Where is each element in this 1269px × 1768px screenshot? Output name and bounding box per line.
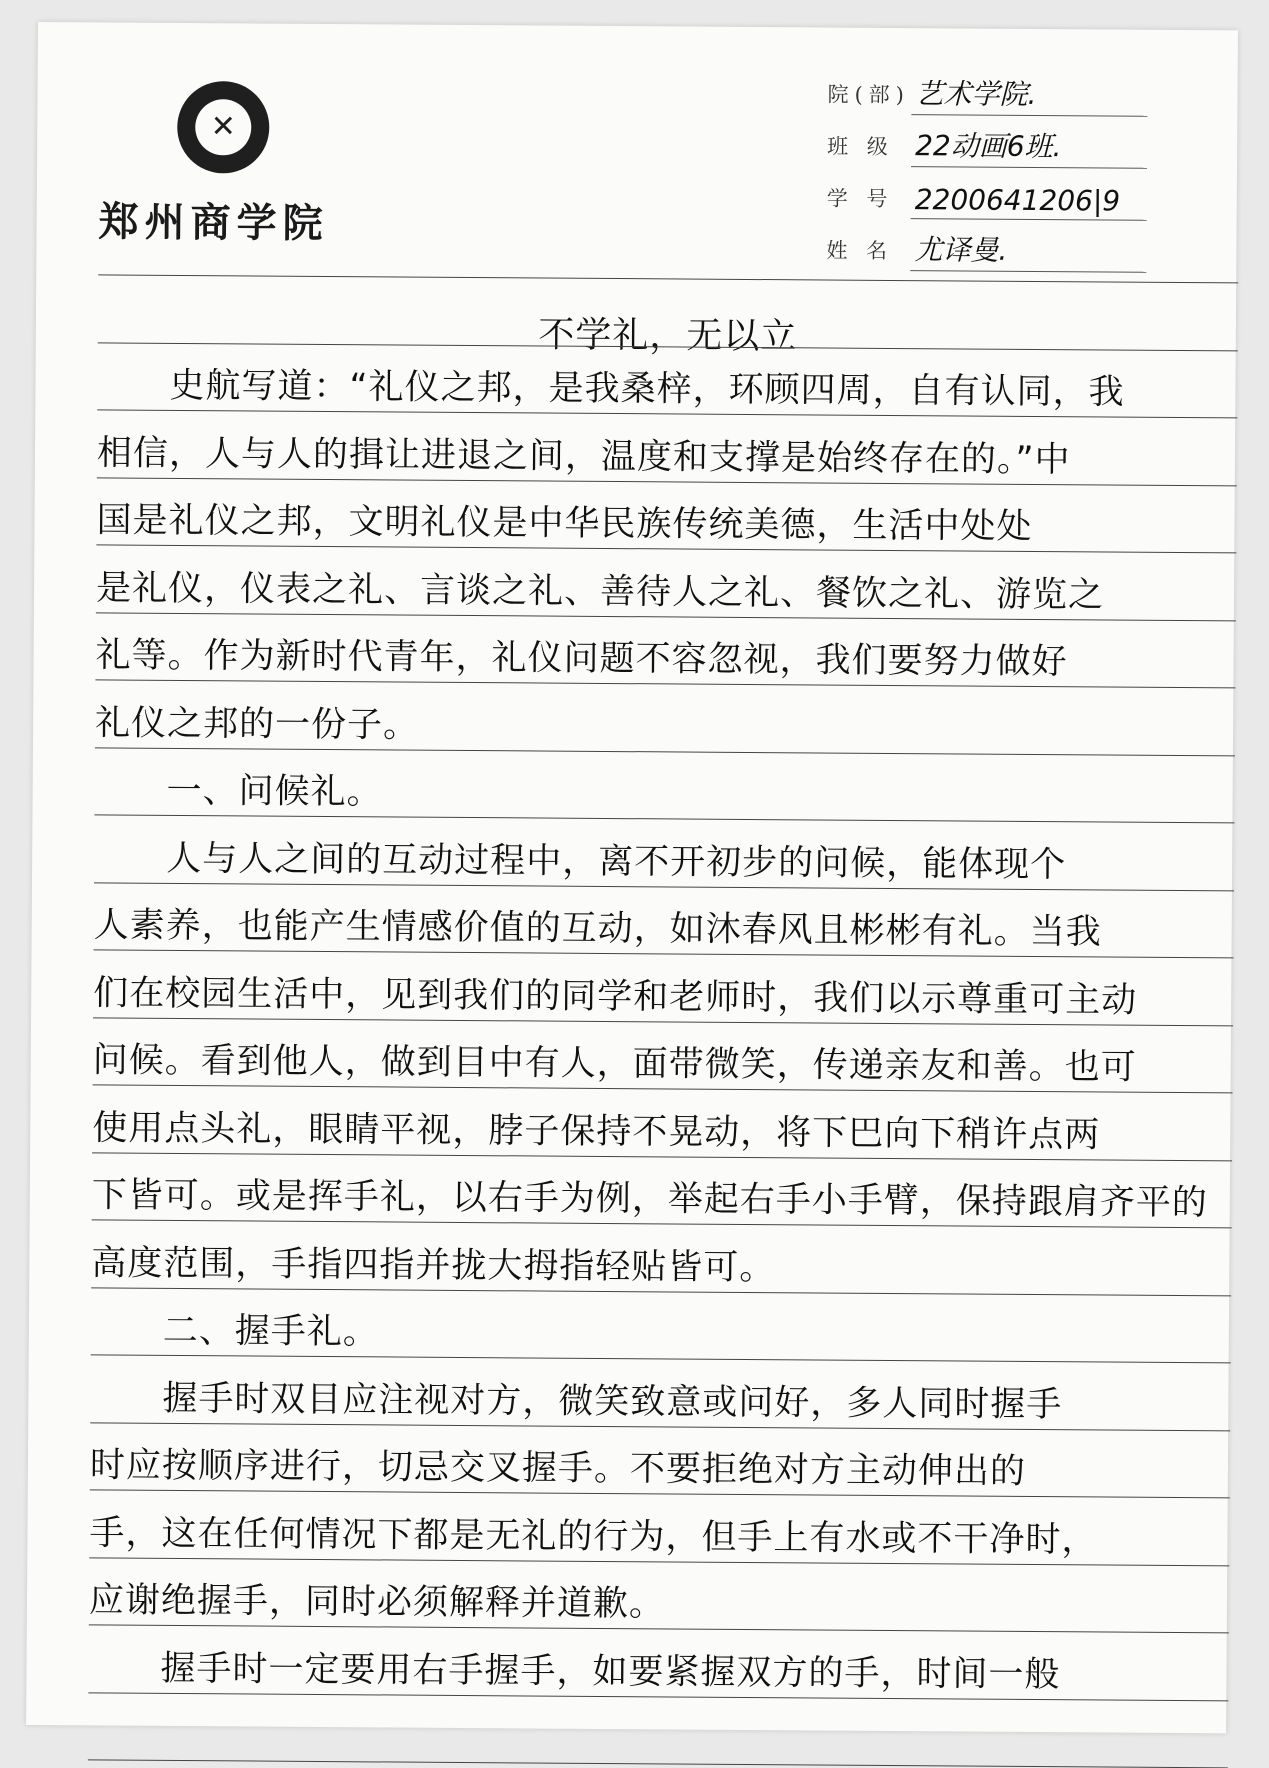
info-value: 尤译曼. bbox=[910, 228, 1146, 273]
info-value: 22动画6班. bbox=[911, 124, 1147, 169]
essay-line: 相信，人与人的揖让进退之间，温度和支撑是始终存在的。”中 bbox=[96, 432, 1071, 480]
info-label: 学 号 bbox=[826, 186, 894, 211]
essay-line: 应谢绝握手，同时必须解释并道歉。 bbox=[88, 1580, 666, 1625]
essay-line: 们在校园生活中，见到我们的同学和老师时，我们以示尊重可主动 bbox=[93, 972, 1138, 1021]
school-name: 郑州商学院 bbox=[98, 198, 329, 248]
essay-line: 握手时双目应注视对方，微笑致意或问好，多人同时握手 bbox=[90, 1377, 1063, 1425]
essay-line: 时应按顺序进行，切忌交叉握手。不要拒绝对方主动伸出的 bbox=[89, 1445, 1027, 1492]
essay-line: 问候。看到他人，做到目中有人，面带微笑，传递亲友和善。也可 bbox=[92, 1040, 1137, 1088]
info-row-student-id bbox=[827, 167, 1147, 221]
info-row-class bbox=[827, 115, 1147, 169]
info-label: 姓 名 bbox=[826, 238, 894, 263]
info-row-department bbox=[827, 63, 1147, 117]
essay-line: 是礼仪，仪表之礼、言谈之礼、善待人之礼、餐饮之礼、游览之 bbox=[95, 567, 1105, 615]
essay-line: 国是礼仪之邦，文明礼仪是中华民族传统美德，生活中处处 bbox=[96, 500, 1033, 547]
essay-line: 礼等。作为新时代青年，礼仪问题不容忽视，我们要努力做好 bbox=[95, 635, 1068, 683]
paper-sheet bbox=[26, 22, 1238, 1733]
essay-line: 握手时一定要用右手握手，如要紧握双方的手，时间一般 bbox=[88, 1647, 1061, 1695]
essay-line: 高度范围，手指四指并拢大拇指轻贴皆可。 bbox=[91, 1242, 776, 1288]
essay-line: 人素养，也能产生情感价值的互动，如沐春风且彬彬有礼。当我 bbox=[93, 905, 1102, 953]
info-value: 2200641206|9 bbox=[911, 183, 1147, 221]
essay-line: 一、问候礼。 bbox=[94, 770, 383, 813]
essay-title: 不学礼，无以立 bbox=[538, 314, 798, 358]
essay-line: 二、握手礼。 bbox=[90, 1310, 380, 1353]
essay-line: 下皆可。或是挥手礼，以右手为例，举起右手小手臂，保持跟肩齐平的 bbox=[91, 1175, 1208, 1224]
ruled-line bbox=[98, 274, 1238, 283]
ruled-line bbox=[88, 1759, 1228, 1768]
info-value: 艺术学院. bbox=[911, 72, 1147, 117]
info-row-name bbox=[826, 219, 1146, 273]
essay-line: 使用点头礼，眼睛平视，脖子保持不晃动，将下巴向下稍许点两 bbox=[92, 1107, 1101, 1155]
essay-line: 史航写道：“礼仪之邦，是我桑梓，环顾四周，自有认同，我 bbox=[97, 365, 1125, 413]
essay-line: 手，这在任何情况下都是无礼的行为，但手上有水或不干净时， bbox=[89, 1512, 1098, 1560]
info-label: 班 级 bbox=[827, 134, 894, 159]
student-info bbox=[826, 63, 1147, 273]
school-emblem-icon: ✕ bbox=[177, 81, 270, 174]
essay-line: 人与人之间的互动过程中，离不开初步的问候，能体现个 bbox=[94, 837, 1067, 885]
essay-line: 礼仪之邦的一份子。 bbox=[94, 702, 420, 746]
info-label: 院(部) bbox=[827, 82, 910, 108]
